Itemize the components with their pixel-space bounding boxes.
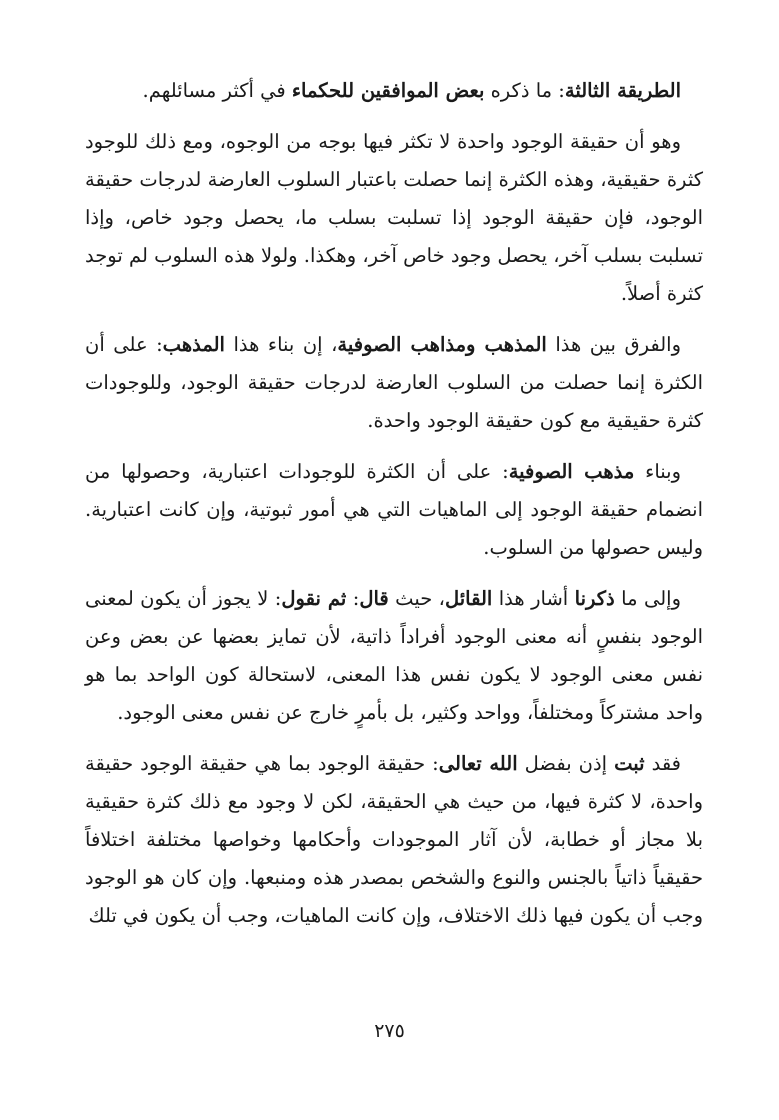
text-run: فقد <box>644 752 682 775</box>
bold-term: الطريقة الثالثة <box>564 79 681 102</box>
text-run: إذن بفضل <box>517 752 615 775</box>
text-run: : على أن الكثرة إنما حصلت من السلوب العارضة لدرجات حقيقة الوجود، وللوجودات كثرة حقيقية مع كون حقيقة الوجود واحدة. <box>85 333 703 432</box>
page-number: ٢٧٥ <box>374 1020 405 1042</box>
text-run: في أكثر مسائلهم. <box>142 79 292 102</box>
bold-term: الله تعالى <box>438 752 518 775</box>
bold-term: القائل <box>444 587 493 610</box>
bold-term: المذهب ومذاهب الصوفية <box>337 333 547 356</box>
page-body <box>85 72 703 1072</box>
text-run: والفرق بين هذا <box>546 333 682 356</box>
text-run: : ما ذكره <box>484 79 565 102</box>
bold-term: ذكرنا <box>574 587 615 610</box>
bold-term: المذهب <box>162 333 225 356</box>
bold-term: بعض الموافقين للحكماء <box>291 79 485 102</box>
text-run: : <box>346 587 360 610</box>
text-run: ، إن بناء هذا <box>224 333 338 356</box>
text-run: وهو أن حقيقة الوجود واحدة لا تكثر فيها بوجه من الوجوه، ومع ذلك للوجود كثرة حقيقية، وهذه الكثرة إنما حصلت باعتبار السلوب العارضة لدرجات حقيقة الوجود، فإن حقيقة الوجود إذا تسلبت بسلب ما، يحصل وجود خاص، وإذا تسلبت بسلب آخر، يحصل وجود خاص آخر، وهكذا. ولولا هذه السلوب لم توجد كثرة أصلاً. <box>85 130 703 305</box>
text-run: : على أن الكثرة للوجودات اعتبارية، وحصولها من انضمام حقيقة الوجود إلى الماهيات التي هي أمور ثبوتية، وإن كانت اعتبارية. وليس حصولها من السلوب. <box>85 460 703 559</box>
text-run: ، حيث <box>388 587 445 610</box>
bold-term: ثم نقول <box>281 587 347 610</box>
text-run: وإلى ما <box>614 587 681 610</box>
bold-term: ثبت <box>614 752 645 775</box>
bold-term: مذهب الصوفية <box>508 460 635 483</box>
paragraph-1 <box>85 72 703 110</box>
paragraph-4 <box>85 453 703 567</box>
bold-term: قال <box>359 587 389 610</box>
paragraph-2 <box>85 123 703 313</box>
paragraph-3 <box>85 326 703 440</box>
text-run: وبناء <box>634 460 681 483</box>
text-run: : لا يجوز أن يكون لمعنى الوجود بنفسٍ أنه معنى الوجود أفراداً ذاتية، لأن تمايز بعضها عن بعض وعن نفس معنى الوجود لا يكون نفس هذا المعنى، لاستحالة كون الواحد بما هو واحد مشتركاً ومختلفاً، وواحد وكثير، بل بأمرٍ خارج عن نفس معنى الوجود. <box>85 587 703 724</box>
text-run: : حقيقة الوجود بما هي حقيقة الوجود حقيقة واحدة، لا كثرة فيها، من حيث هي الحقيقة، لكن لا وجود مع ذلك كثرة حقيقية بلا مجاز أو خطابة، لأن آثار الموجودات وأحكامها وخواصها مختلفة اختلافاً حقيقياً ذاتياً بالجنس والنوع والشخص بمصدر هذه ومنبعها. وإن كان هو الوجود وجب أن يكون فيها ذلك الاختلاف، وإن كانت الماهيات، وجب أن يكون في تلك <box>85 752 703 927</box>
paragraph-6 <box>85 745 703 935</box>
text-run: أشار هذا <box>492 587 575 610</box>
paragraph-5 <box>85 580 703 732</box>
